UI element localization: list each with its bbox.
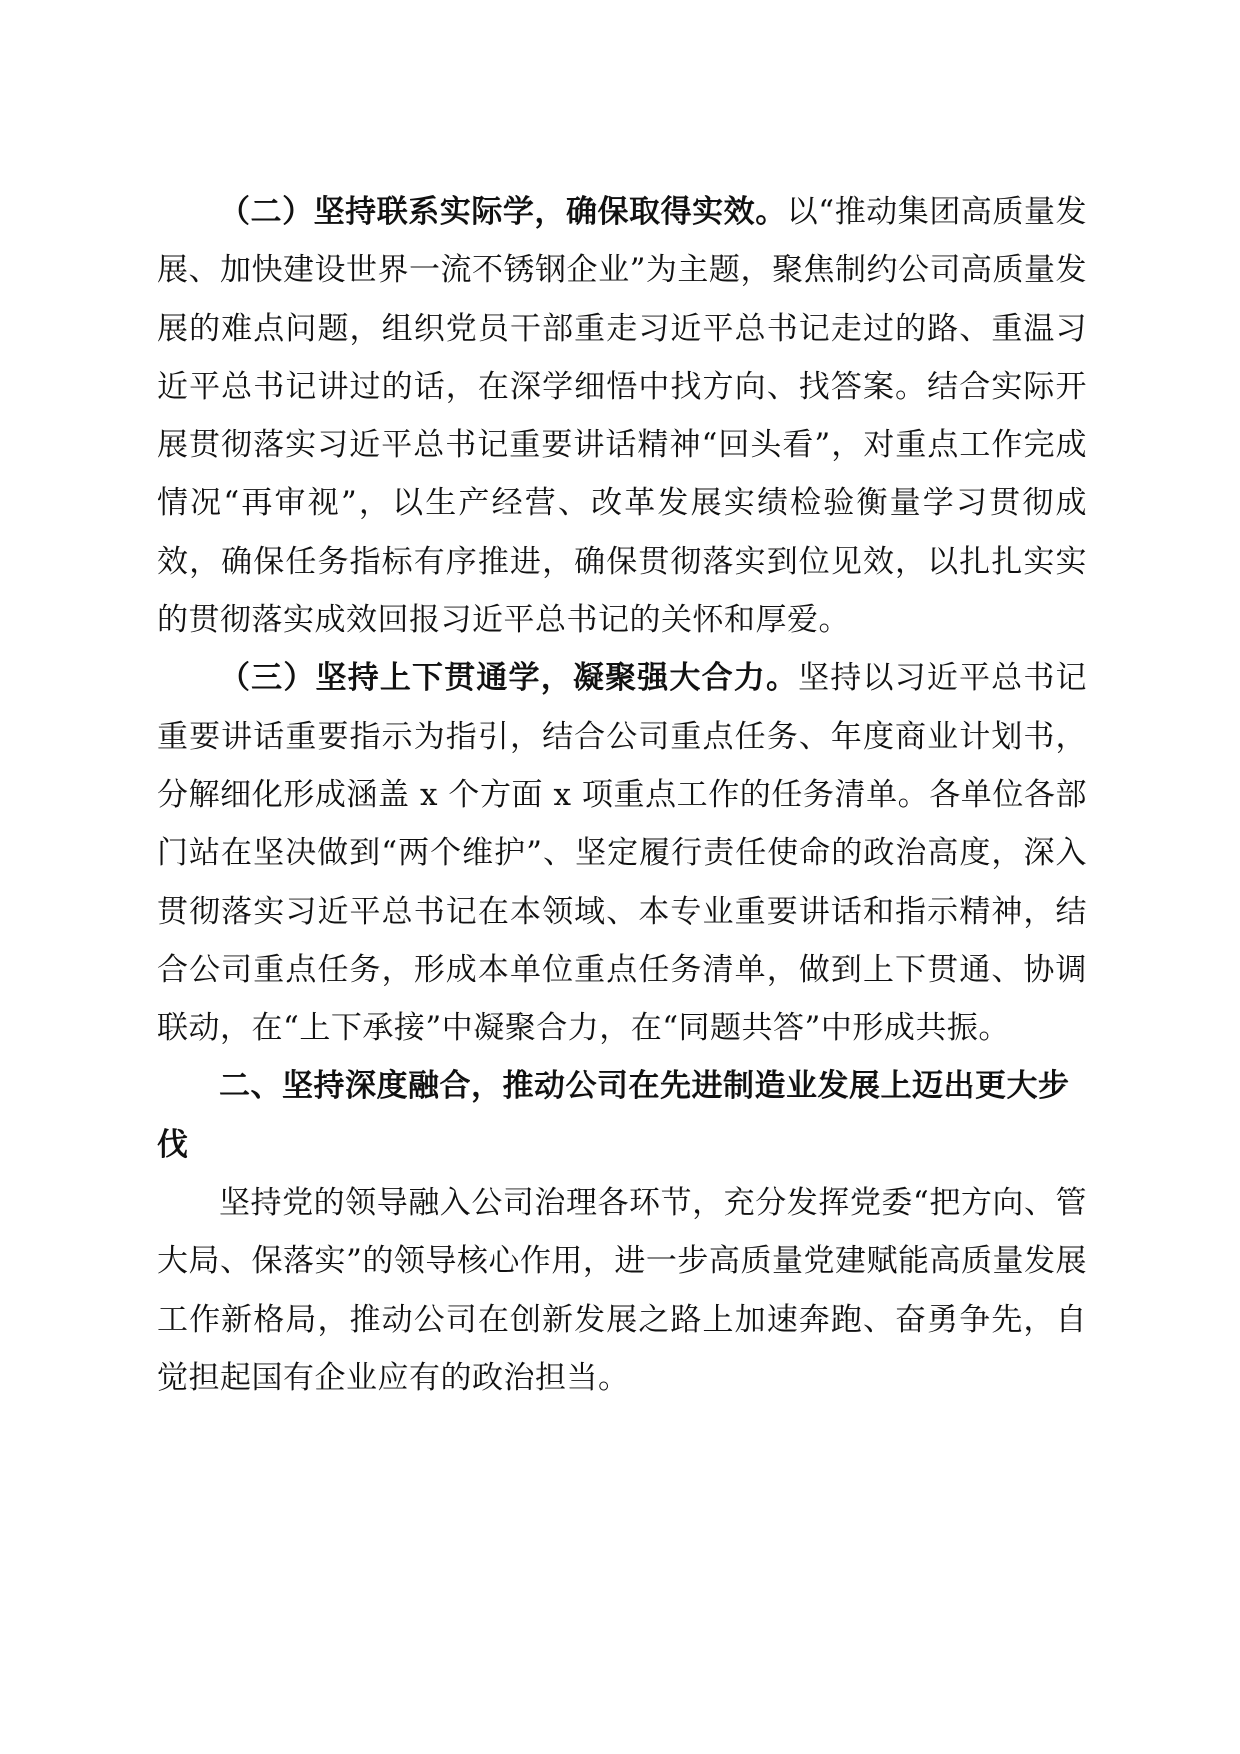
section-heading: 二、坚持深度融合，推动公司在先进制造业发展上迈出更大步伐 bbox=[157, 1068, 1070, 1163]
paragraph-text: 坚持以习近平总书记重要讲话重要指示为指引，结合公司重点任务、年度商业计划书，分解细化形成涵盖 x 个方面 x 项重点工作的任务清单。各单位各部门站在坚决做到“两个维护”、坚定履行责任使命的政治高度，深入贯彻落实习近平总书记在本领域、本专业重要讲话和指示精神，结合公司重点任务，形成本单位重点任务清单，做到上下贯通、协调联动，在“上下承接”中凝聚合力，在“同题共答”中形成共振。 bbox=[157, 660, 1088, 1047]
document-body bbox=[157, 183, 1087, 1407]
paragraph-top-down-learning bbox=[157, 649, 1087, 1057]
section-body-paragraph: 坚持党的领导融入公司治理各环节，充分发挥党委“把方向、管大局、保落实”的领导核心作用，进一步高质量党建赋能高质量发展工作新格局，推动公司在创新发展之路上加速奔跑、奋勇争先，自觉担起国有企业应有的政治担当。 bbox=[157, 1185, 1087, 1396]
paragraph-lead-title: （二）坚持联系实际学，确保取得实效。 bbox=[219, 194, 787, 230]
paragraph-text: 以“推动集团高质量发展、加快建设世界一流不锈钢企业”为主题，聚焦制约公司高质量发展的难点问题，组织党员干部重走习近平总书记走过的路、重温习近平总书记讲过的话，在深学细悟中找方向、找答案。结合实际开展贯彻落实习近平总书记重要讲话精神“回头看”，对重点工作完成情况“再审视”，以生产经营、改革发展实绩检验衡量学习贯彻成效，确保任务指标有序推进，确保贯彻落实到位见效，以扎扎实实的贯彻落实成效回报习近平总书记的关怀和厚爱。 bbox=[157, 194, 1087, 639]
paragraph-practice-learning bbox=[157, 183, 1087, 649]
paragraph-lead-title: （三）坚持上下贯通学，凝聚强大合力。 bbox=[219, 660, 799, 697]
